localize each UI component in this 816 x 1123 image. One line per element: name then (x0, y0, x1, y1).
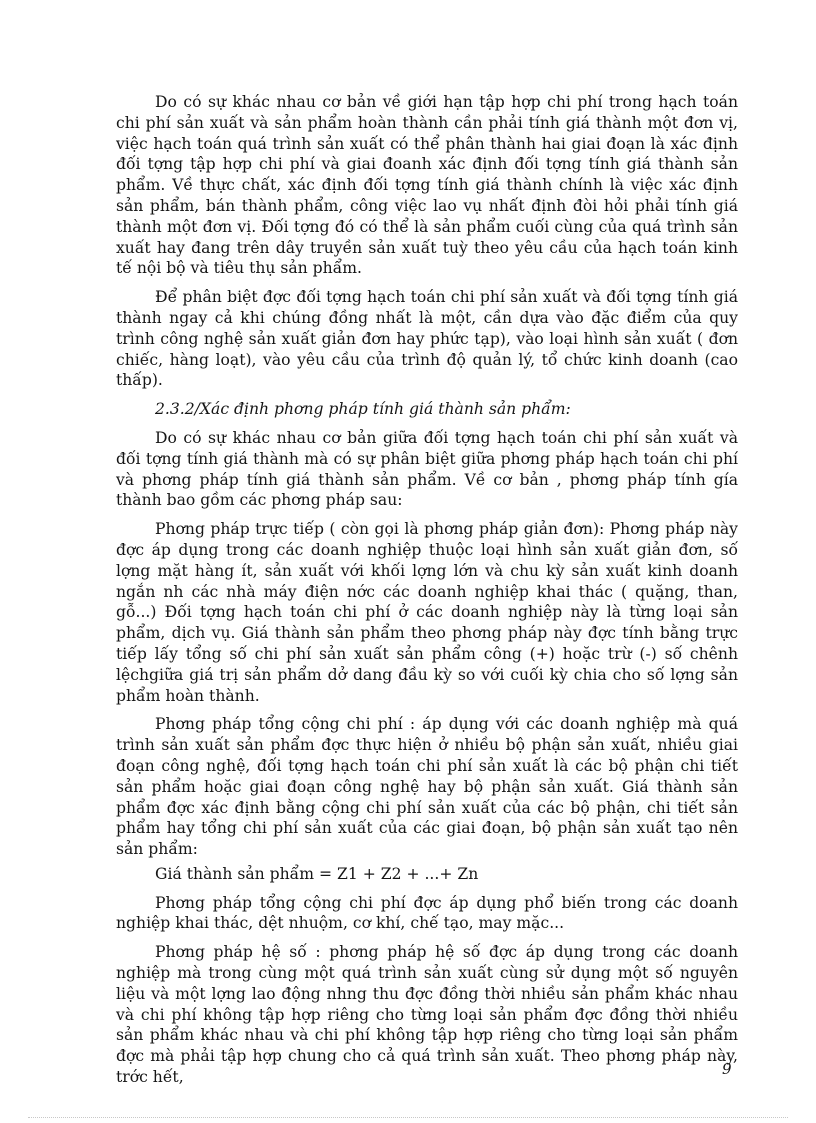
paragraph-direct-method: Phơng pháp trực tiếp ( còn gọi là phơng pháp giản đơn): Phơng pháp này đợc áp dụng trong các doanh nghiệp thuộc loại hình sản xuất giản đơn, số lợng mặt hàng ít, sản xuất với khối lợng lớn và chu kỳ sản xuất kinh doanh ngắn nh các nhà máy điện nớc các doanh nghiệp khai thác ( quặng, than, gỗ...) Đối tợng hạch toán chi phí ở các doanh nghiệp này là từng loại sản phẩm, dịch vụ. Giá thành sản phẩm theo phơng pháp này đợc tính bằng trực tiếp lấy tổng số chi phí sản xuất sản phẩm công (+) hoặc trừ (-) số chênh lệchgiữa giá trị sản phẩm dở dang đầu kỳ so với cuối kỳ chia cho số lợng sản phẩm hoàn thành. (116, 520, 738, 705)
page-bottom-divider (28, 1117, 788, 1118)
paragraph-coefficient-method: Phơng pháp hệ số : phơng pháp hệ số đợc áp dụng trong các doanh nghiệp mà trong cùng một quá trình sản xuất cùng sử dụng một số nguyên liệu và một lợng lao động nhng thu đợc đồng thời nhiều sản phẩm khác nhau và chi phí không tập hợp riêng cho từng loại sản phẩm đợc đồng thời nhiều sản phẩm khác nhau và chi phí không tập hợp riêng cho từng loại sản phẩm đợc mà phải tập hợp chung cho cả quá trình sản xuất. Theo phơng pháp này, trớc hết, (116, 943, 738, 1087)
paragraph-total-cost-method: Phơng pháp tổng cộng chi phí : áp dụng với các doanh nghiệp mà quá trình sản xuất sản phẩm đợc thực hiện ở nhiều bộ phận sản xuất, nhiều giai đoạn công nghệ, đối tợng hạch toán chi phí sản xuất là các bộ phận chi tiết sản phẩm hoặc giai đoạn công nghệ hay bộ phận sản xuất. Giá thành sản phẩm đợc xác định bằng cộng chi phí sản xuất của các bộ phận, chi tiết sản phẩm hay tổng chi phí sản xuất của các giai đoạn, bộ phận sản xuất tạo nên sản phẩm: (116, 715, 738, 859)
section-heading: 2.3.2/Xác định phơng pháp tính giá thành sản phẩm: (155, 400, 571, 419)
paragraph-distinguish-objects: Để phân biệt đợc đối tợng hạch toán chi phí sản xuất và đối tợng tính giá thành ngay cả khi chúng đồng nhất là một, cần dựa vào đặc điểm của quy trình công nghệ sản xuất giản đơn hay phức tạp), vào loại hình sản xuất ( đơn chiếc, hàng loạt), vào yêu cầu của trình độ quản lý, tổ chức kinh doanh (cao thấp). (116, 288, 738, 390)
formula-line: Giá thành sản phẩm = Z1 + Z2 + ...+ Zn (155, 864, 479, 883)
paragraph-methods-intro: Do có sự khác nhau cơ bản giữa đối tợng hạch toán chi phí sản xuất và đối tợng tính giá thành mà có sự phân biệt giữa phơng pháp hạch toán chi phí và phơng pháp tính giá thành sản phẩm. Về cơ bản , phơng pháp tính gía thành bao gồm các phơng pháp sau: (116, 428, 738, 510)
paragraph-cost-object-differences: Do có sự khác nhau cơ bản về giới hạn tập hợp chi phí trong hạch toán chi phí sản xuất và sản phẩm hoàn thành cần phải tính giá thành một đơn vị, việc hạch toán quá trình sản xuất có thể phân thành hai giai đoạn là xác định đối tợng tập hợp chi phí và giai đoanh xác định đối tợng tính giá thành sản phẩm. Về thực chất, xác định đối tợng tính giá thành chính là việc xác định sản phẩm, bán thành phẩm, công việc lao vụ nhất định đòi hỏi phải tính giá thành một đơn vị. Đối tợng đó có thể là sản phẩm cuối cùng của quá trình sản xuất hay đang trên dây truyền sản xuất tuỳ theo yêu cầu của hạch toán kinh tế nội bộ và tiêu thụ sản phẩm. (116, 93, 738, 278)
document-body (116, 92, 738, 1096)
page-number: 9 (722, 1060, 732, 1078)
paragraph-total-cost-application: Phơng pháp tổng cộng chi phí đợc áp dụng phổ biến trong các doanh nghiệp khai thác, dệt nhuộm, cơ khí, chế tạo, may mặc... (116, 893, 738, 933)
